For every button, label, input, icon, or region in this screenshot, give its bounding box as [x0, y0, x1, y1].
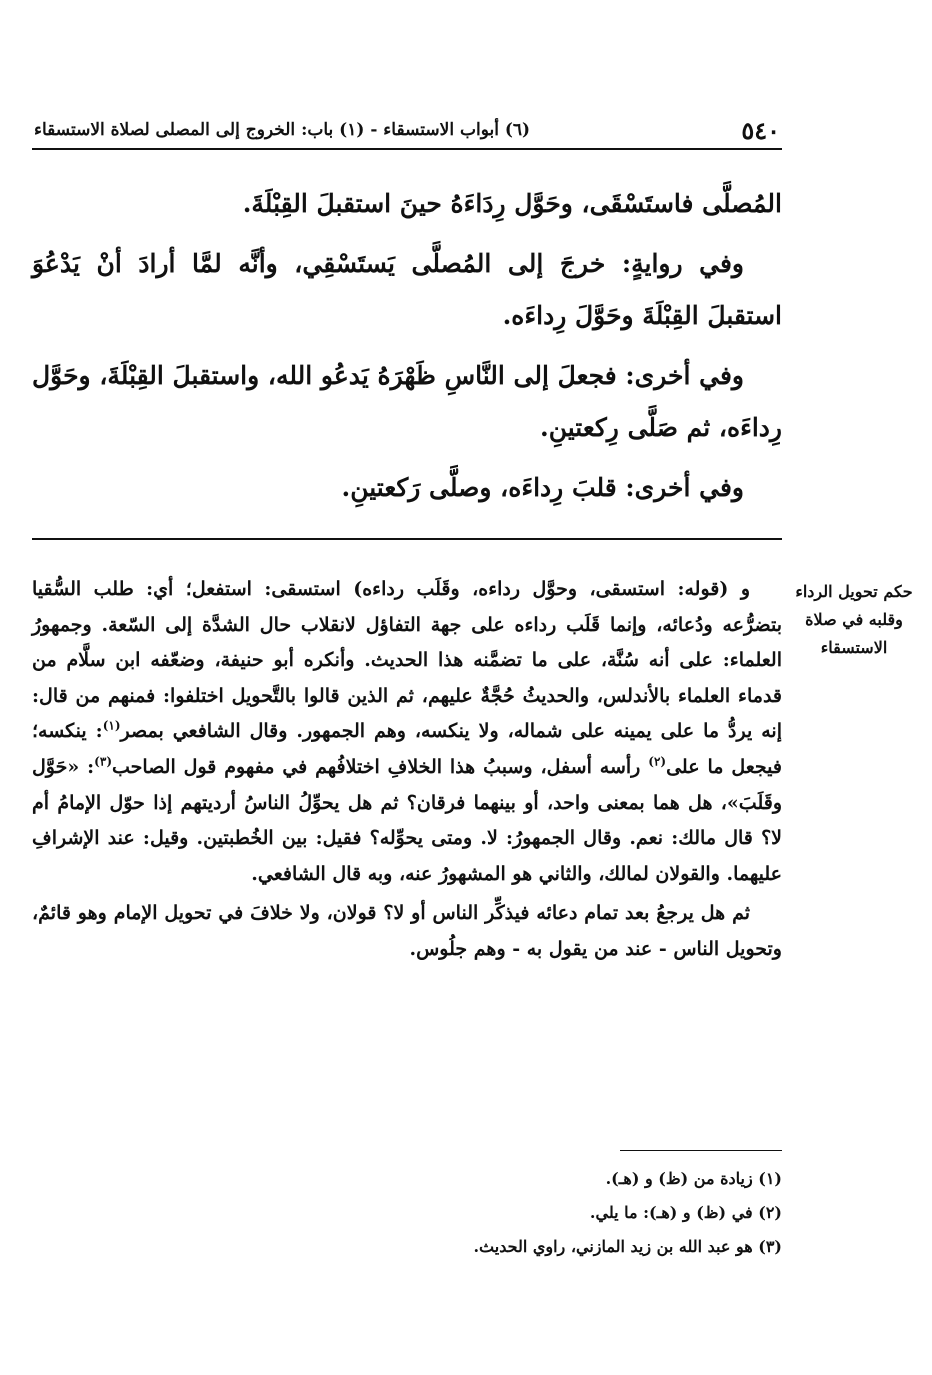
page-number: ٥٤٠ — [741, 116, 780, 145]
hadith-paragraph: وفي أخرى: فجعلَ إلى النَّاسِ ظَهْرَهُ يَدعُو الله، واستقبلَ القِبْلَةَ، وحَوَّل رِداءَه، ثم صَلَّى رِكعتينِ. — [32, 361, 782, 442]
margin-heading: حكم تحويل الرداء وقلبه في صلاة الاستسقاء — [795, 582, 913, 657]
footnote: (٢) في (ظ) و (هـ): ما يلي. — [589, 1203, 782, 1222]
hadith-paragraph: المُصلَّى فاستَسْقَى، وحَوَّل رِدَاءَهُ حينَ استقبلَ القِبْلَةَ. — [242, 189, 782, 218]
commentary-segment: : «حَوَّل وقَلَبَ»، هل هما بمعنى واحد، أو بينهما فرقان؟ ثم هل يحوِّلُ الناسُ أرديتهم إذا حوّل الإمامُ أم لا؟ قال مالك: نعم. وقال الجمهورُ: لا. ومتى يحوِّله؟ فقيل: بين الخُطبتين. وقيل: عند الإشرافِ عليهما. والقولان لمالك، والثاني هو المشهورُ عنه، وبه قال الشافعي. — [32, 755, 782, 885]
page-header — [32, 112, 782, 150]
section-divider — [32, 538, 782, 540]
hadith-paragraph: وفي روايةٍ: خرجَ إلى المُصلَّى يَستَسْقِي، وأنَّه لمَّا أرادَ أنْ يَدْعُوَ استقبلَ القِبْلَةَ وحَوَّلَ رِداءَه. — [32, 249, 782, 330]
footnote-marker: (٣) — [94, 754, 112, 769]
commentary-text — [32, 572, 782, 972]
running-title: (٦) أبواب الاستسقاء - (١) باب: الخروج إلى المصلى لصلاة الاستسقاء — [34, 120, 531, 140]
footnote-marker: (١) — [102, 719, 121, 734]
commentary-segment: رأسه أسفل، وسببُ هذا الخلافِ اختلافُهم في مفهوم قول الصاحب — [112, 755, 649, 778]
footnote: (١) زيادة من (ظ) و (هـ). — [605, 1169, 782, 1188]
footnote-marker: (٢) — [648, 754, 667, 769]
hadith-paragraph: وفي أخرى: قلبَ رِداءَه، وصلَّى رَكعتينِ. — [341, 473, 744, 502]
hadith-text — [32, 178, 782, 522]
footnote-divider — [620, 1150, 782, 1151]
commentary-segment: : ينكسه؛ فيجعل ما على — [32, 720, 782, 778]
commentary-paragraph: ثم هل يرجعُ بعد تمام دعائه فيذكِّر الناس أو لا؟ قولان، ولا خلافَ في تحويل الإمام وهو قائمٌ، وتحويل الناس - عند من يقول به - وهم جلُوس. — [32, 902, 782, 960]
commentary-segment: و (قوله: استسقى، وحوَّل رداءه، وقَلَب رداءه) استسقى: استفعل؛ أي: طلب السُّقيا بتضرُّعه ودُعائه، وإنما قَلَب رداءه على جهة التفاؤل لانقلاب حال الشدَّة إلى السّعة. وجمهورُ العلماء: على أنه سُنَّة، على ما تضمَّنه هذا الحديث. وأنكره أبو حنيفة، وضعّفه ابن سلَّام من قدماء العلماء بالأندلس، والحديثُ حُجَّةٌ عليهم، ثم الذين قالوا بالتَّحويل اختلفوا: فمنهم من قال: إنه يردُّ ما على يمينه على شماله، ولا ينكسه، وهم الجمهور. وقال الشافعي بمصر — [32, 578, 783, 743]
footnotes — [32, 1162, 782, 1264]
commentary-paragraph — [32, 572, 782, 892]
footnote: (٣) هو عبد الله بن زيد المازني، راوي الحديث. — [473, 1237, 782, 1256]
